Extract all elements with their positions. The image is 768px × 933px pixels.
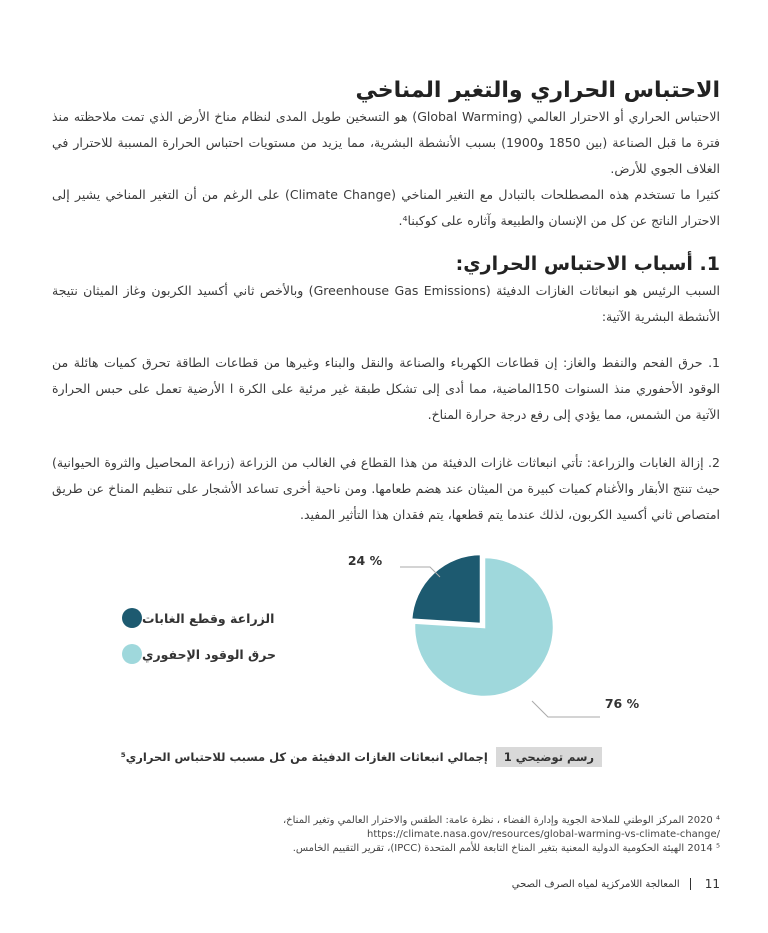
- legend-item-fossil-fuel: [110, 636, 280, 672]
- legend-swatch-fossil-fuel: [122, 644, 142, 664]
- footnote-4: ⁴ 2020 المركز الوطني للملاحة الجوية وإدارة الفضاء ، نظرة عامة: الطقس والاحترار العالمي وتغير المناخ،: [282, 815, 720, 826]
- figure-caption: [121, 745, 602, 769]
- intro-paragraph-1: الاحتباس الحراري أو الاحترار العالمي (Global Warming) هو التسخين طويل المدى لنظام مناخ الأرض الذي تمت ملاحظته منذ فترة ما قبل الصناعة (بين 1850 و1900) بسبب الأنشطة البشرية، مما يزيد من مستويات احتباس الحرارة المسببة للاحترار في الغلاف الجوي للأرض.: [52, 109, 720, 176]
- footnotes: [200, 814, 720, 856]
- footer-title: المعالجة اللامركزية لمياه الصرف الصحي: [511, 878, 680, 890]
- intro-paragraph-2: كثيرا ما تستخدم هذه المصطلحات بالتبادل مع التغير المناخي (Climate Change) على الرغم من أن التغير المناخي يشير إلى الاحترار الناتج عن كل من الإنسان والطبيعة وآثاره على كوكبنا⁴.: [52, 187, 720, 228]
- legend-label-agriculture: الزراعة وقطع الغابات: [142, 610, 275, 626]
- legend-swatch-agriculture: [122, 608, 142, 628]
- cause-2-paragraph: 2. إزالة الغابات والزراعة: تأتي انبعاثات غازات الدفيئة من هذا القطاع في الغالب من الزراعة (زراعة المحاصيل والثروة الحيوانية) حيث تنتج الأبقار والأغنام كميات كبيرة من الميثان عند هضم طعامها. ومن ناحية أخرى تساعد الأشجار على تنظيم المناخ عن طريق امتصاص ثاني أكسيد الكربون، لذلك عندما يتم قطعها، يتم فقدان هذا التأثير المفيد.: [52, 455, 720, 522]
- leader-line-fossil-fuel: [532, 701, 600, 717]
- page-footer: [300, 876, 720, 892]
- caption-text: إجمالي انبعاثات الغازات الدفيئة من كل مسبب للاحتباس الحراري⁵: [120, 750, 488, 764]
- footnote-5: ⁵ 2014 الهيئة الحكومية الدولية المعنية بتغير المناخ التابعة للأمم المتحدة (IPCC)، تقرير التقييم الخامس.: [292, 843, 720, 854]
- legend-item-agriculture: [110, 600, 280, 636]
- section-heading: 1. أسباب الاحتباس الحراري:: [455, 253, 720, 275]
- chart-legend: [110, 600, 280, 672]
- caption-tag: رسم توضيحي 1: [496, 747, 602, 767]
- data-label-fossil-fuel: 76 %: [604, 696, 640, 711]
- data-label-agriculture: 24 %: [347, 553, 383, 568]
- page-number: 11: [704, 877, 720, 891]
- footer-divider: [690, 878, 691, 890]
- legend-label-fossil-fuel: حرق الوقود الإحفوري: [142, 646, 277, 662]
- page-title: الاحتباس الحراري والتغير المناخي: [355, 78, 720, 103]
- cause-1-paragraph: 1. حرق الفحم والنفط والغاز: إن قطاعات الكهرباء والصناعة والنقل والبناء وغيرها من قطاعات الطاقة تحرق كميات هائلة من الوقود الأحفوري منذ السنوات 150الماضية، مما أدى إلى تشكل طبقة غير مرئية على الكرة ا الأرضية تعمل على حبس الحرارة الآتية من الشمس، مما يؤدي إلى رفع درجة حرارة المناخ.: [52, 355, 720, 422]
- pie-slice-agriculture: [411, 554, 481, 624]
- footnote-4-url: https://climate.nasa.gov/resources/global-warming-vs-climate-change/: [367, 829, 720, 840]
- section-intro: السبب الرئيس هو انبعاثات الغازات الدفيئة (Greenhouse Gas Emissions) وبالأخص ثاني أكسيد الكربون وغاز الميثان نتيجة الأنشطة البشرية الآتية:: [52, 283, 720, 324]
